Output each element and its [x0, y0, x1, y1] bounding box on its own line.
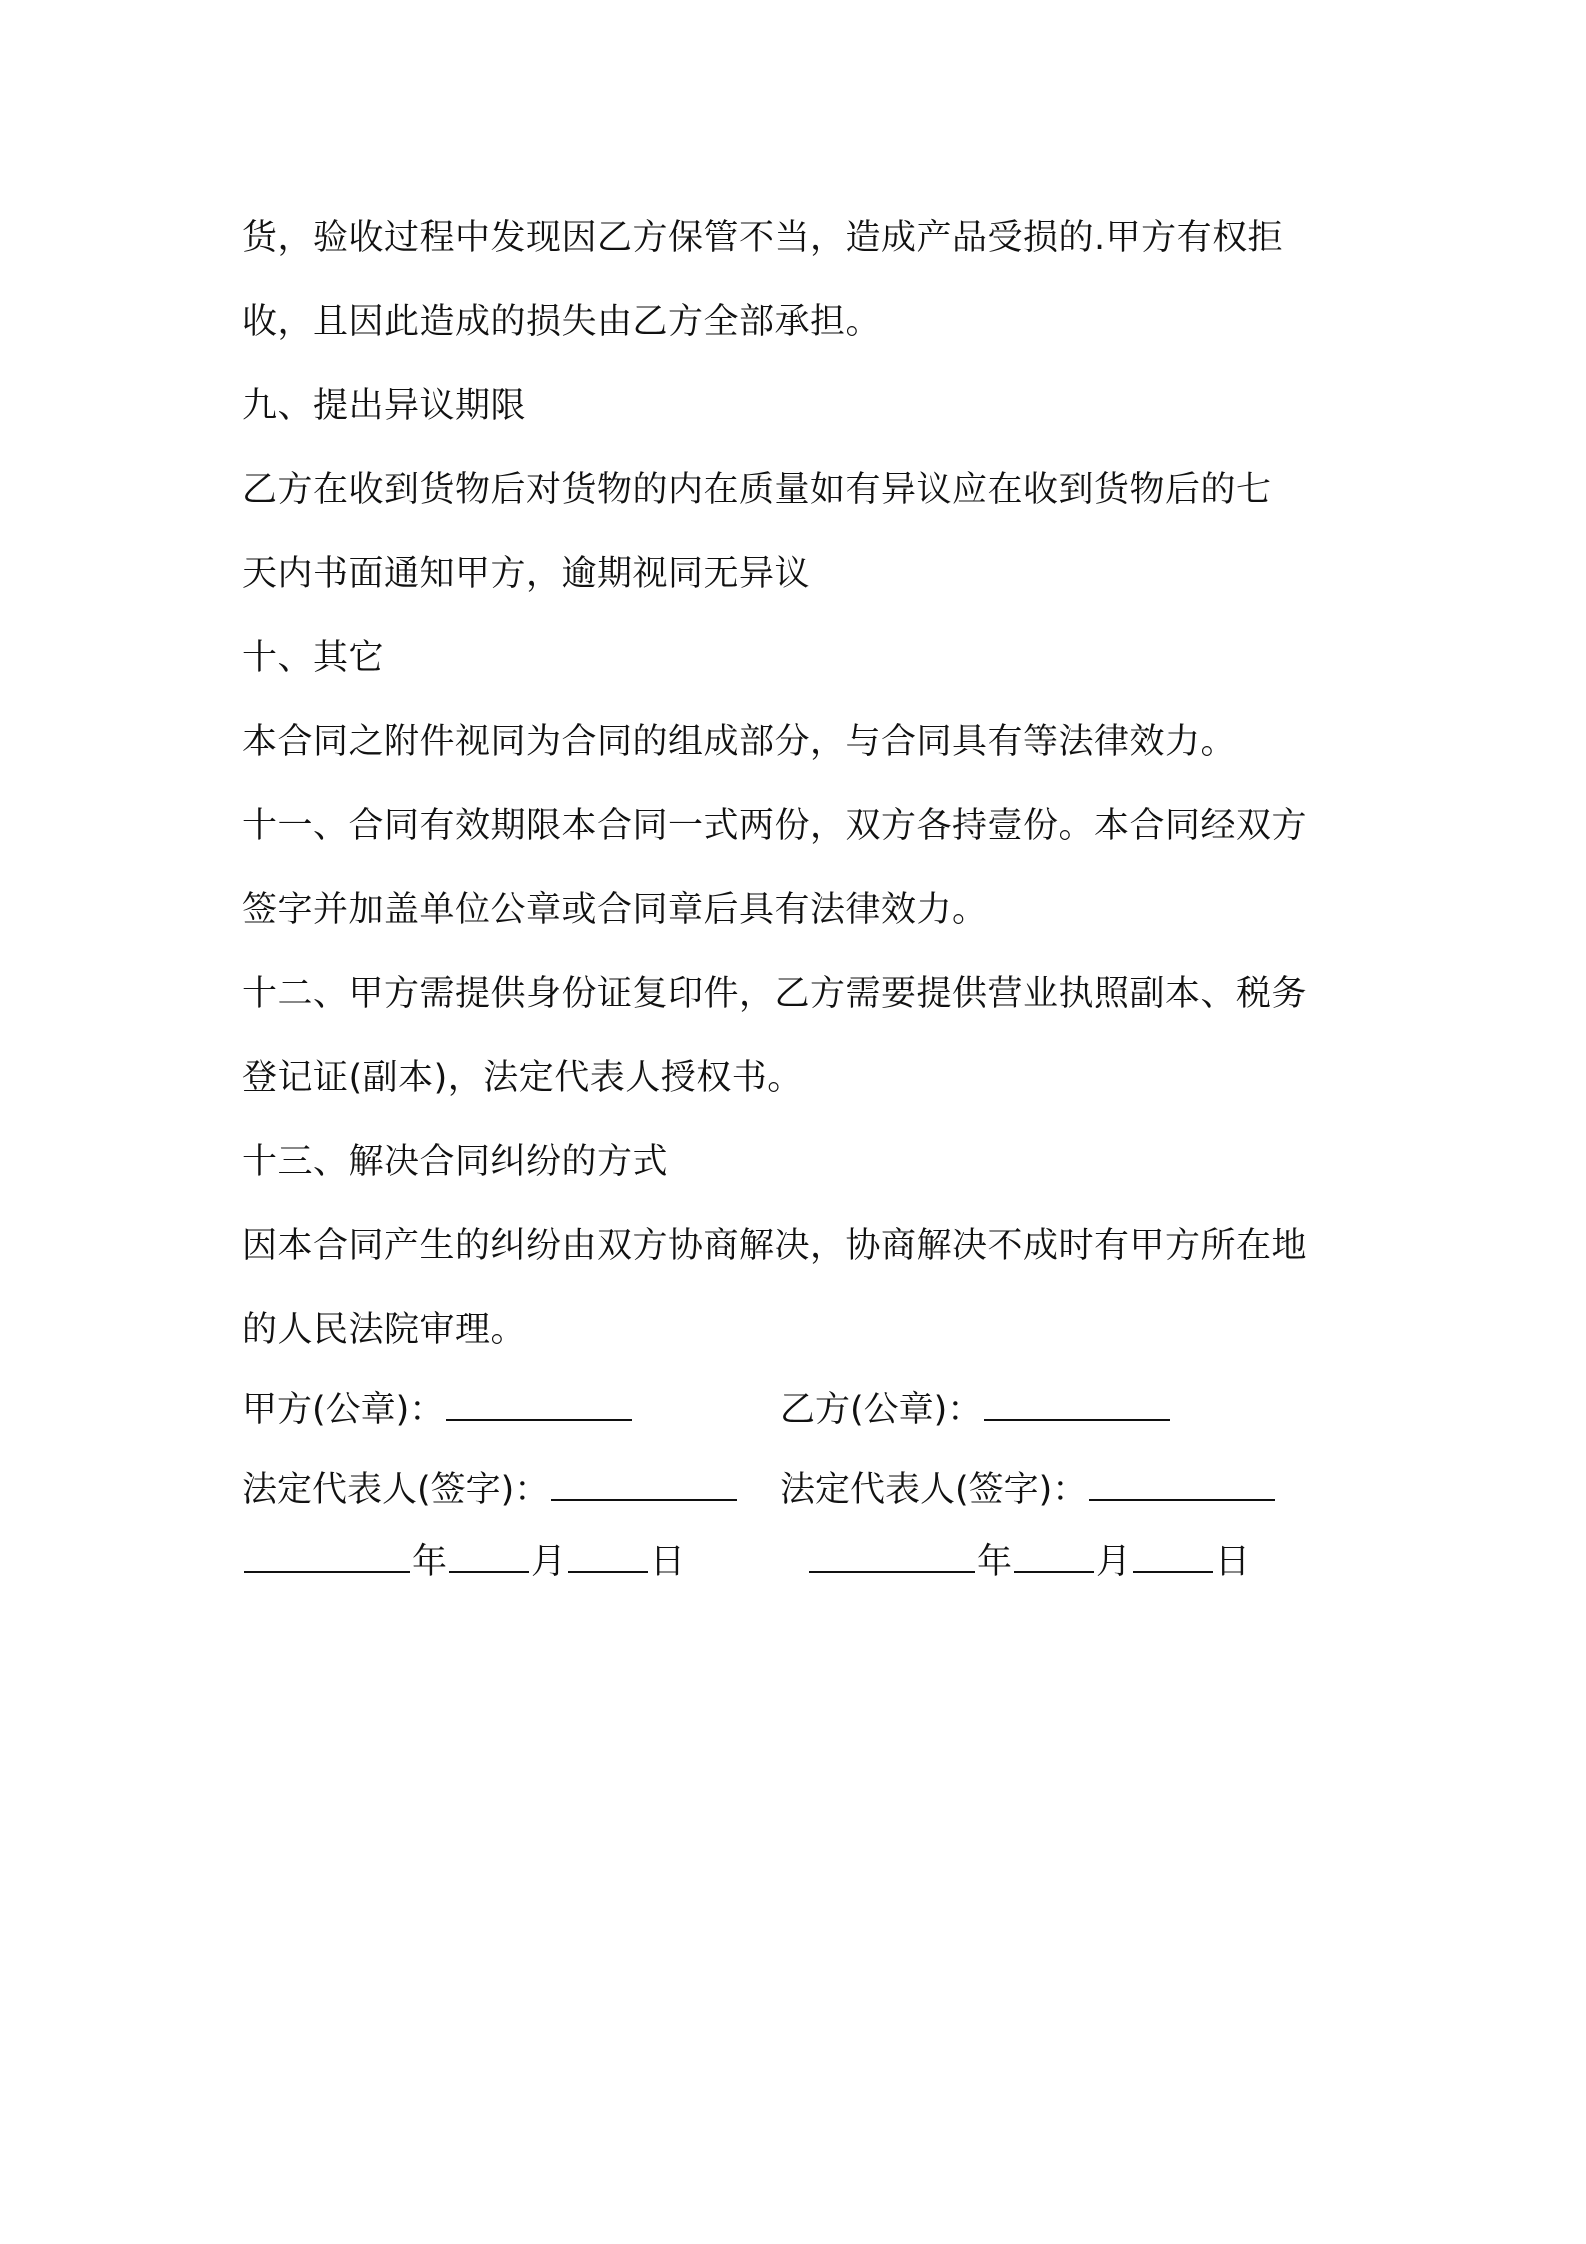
month-label: 月: [531, 1542, 567, 1582]
party-a-month-blank[interactable]: [449, 1541, 529, 1573]
body-line: 因本合同产生的纠纷由双方协商解决，协商解决不成时有甲方所在地: [242, 1226, 1308, 1266]
seal-row: [242, 1366, 1362, 1454]
party-b-seal-blank[interactable]: [984, 1389, 1170, 1421]
party-a-rep-label: 法定代表人(签字)：: [242, 1470, 550, 1510]
section-heading: 十、其它: [242, 638, 385, 678]
signature-block: [242, 1366, 1362, 1598]
party-b-rep-label: 法定代表人(签字)：: [780, 1470, 1088, 1510]
body-line: 十二、甲方需提供身份证复印件，乙方需要提供营业执照副本、税务: [242, 974, 1308, 1014]
body-line: 签字并加盖单位公章或合同章后具有法律效力。: [242, 890, 988, 930]
representative-row: [242, 1454, 1362, 1526]
section-heading: 十三、解决合同纠纷的方式: [242, 1142, 669, 1182]
body-line: 天内书面通知甲方，逾期视同无异议: [242, 554, 811, 594]
section-heading: 九、提出异议期限: [242, 386, 527, 426]
body-line: 的人民法院审理。: [242, 1310, 527, 1350]
party-a-seal: [242, 1366, 634, 1454]
contract-body: [242, 196, 1362, 1372]
body-line: 十一、合同有效期限本合同一式两份，双方各持壹份。本合同经双方: [242, 806, 1308, 846]
day-label: 日: [1215, 1542, 1251, 1582]
body-line: 货，验收过程中发现因乙方保管不当，造成产品受损的.甲方有权拒: [242, 218, 1284, 258]
party-b-date: [807, 1526, 1250, 1598]
party-b-month-blank[interactable]: [1014, 1541, 1094, 1573]
party-b-seal-label: 乙方(公章)：: [780, 1390, 983, 1430]
party-a-year-blank[interactable]: [244, 1541, 410, 1573]
party-b-representative: [780, 1454, 1277, 1526]
party-b-day-blank[interactable]: [1133, 1541, 1213, 1573]
party-a-representative: [242, 1454, 739, 1526]
body-line: 乙方在收到货物后对货物的内在质量如有异议应在收到货物后的七: [242, 470, 1272, 510]
day-label: 日: [650, 1542, 686, 1582]
party-b-year-blank[interactable]: [809, 1541, 975, 1573]
party-a-seal-label: 甲方(公章)：: [242, 1390, 445, 1430]
party-a-seal-blank[interactable]: [446, 1389, 632, 1421]
date-row: [242, 1526, 1362, 1598]
year-label: 年: [977, 1542, 1013, 1582]
party-a-rep-blank[interactable]: [551, 1469, 737, 1501]
month-label: 月: [1096, 1542, 1132, 1582]
body-line: 收，且因此造成的损失由乙方全部承担。: [242, 302, 882, 342]
party-b-rep-blank[interactable]: [1089, 1469, 1275, 1501]
party-b-seal: [780, 1366, 1172, 1454]
party-a-date: [242, 1526, 685, 1598]
body-line: 本合同之附件视同为合同的组成部分，与合同具有等法律效力。: [242, 722, 1237, 762]
body-line: 登记证(副本)，法定代表人授权书。: [242, 1058, 803, 1098]
year-label: 年: [412, 1542, 448, 1582]
party-a-day-blank[interactable]: [568, 1541, 648, 1573]
